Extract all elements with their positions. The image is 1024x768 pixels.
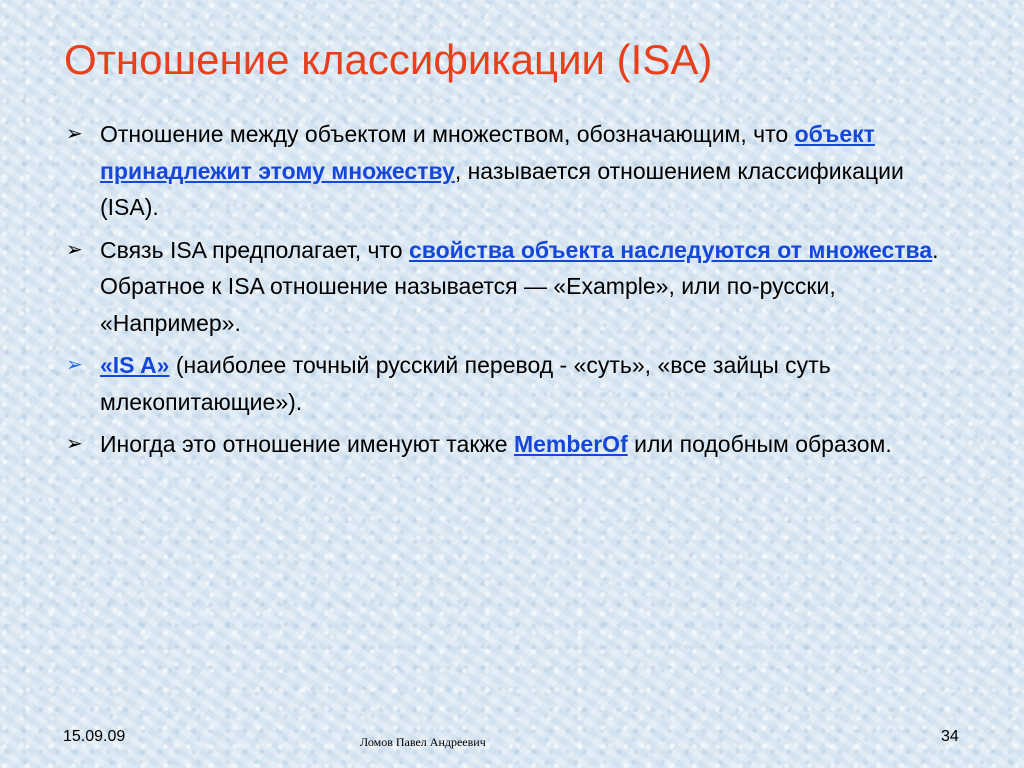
bullet-item bbox=[66, 232, 966, 342]
link-is-a[interactable]: «IS A» bbox=[100, 352, 170, 378]
bullet-text: . Обратное к ISA отношение называется — «Example», или по-русски, «Например». bbox=[100, 236, 939, 336]
link-properties-inherited[interactable]: свойства объекта наследуются от множества bbox=[408, 236, 933, 263]
bullet-text: , называется отношением классификации (ISA). bbox=[100, 157, 904, 220]
bullet-item bbox=[66, 347, 966, 420]
bullet-list bbox=[66, 116, 966, 469]
bullet-text: (наиболее точный русский перевод - «суть», «все зайцы суть млекопитающие»). bbox=[100, 352, 831, 415]
footer-date: 15.09.09 bbox=[63, 728, 126, 745]
bullet-item bbox=[66, 116, 966, 226]
link-object-belongs-to-set[interactable]: объект принадлежит этому множеству bbox=[100, 121, 875, 184]
page-number: 34 bbox=[941, 728, 959, 745]
bullet-text: Отношение между объектом и множеством, обозначающим, что bbox=[100, 121, 795, 147]
bullet-item bbox=[66, 426, 966, 463]
link-memberof[interactable]: MemberOf bbox=[513, 431, 628, 457]
arrow-bullet-icon: ➢ bbox=[66, 123, 83, 145]
bullet-text: Связь ISA предполагает, что bbox=[100, 236, 409, 263]
arrow-bullet-icon: ➢ bbox=[66, 238, 83, 261]
bullet-text: Иногда это отношение именуют также bbox=[100, 431, 514, 457]
arrow-bullet-icon: ➢ bbox=[66, 354, 83, 376]
footer-author: Ломов Павел Андреевич bbox=[360, 735, 486, 749]
arrow-bullet-icon: ➢ bbox=[66, 433, 83, 455]
bullet-text: или подобным образом. bbox=[627, 431, 892, 457]
slide-title: Отношение классификации (ISA) bbox=[64, 36, 713, 83]
